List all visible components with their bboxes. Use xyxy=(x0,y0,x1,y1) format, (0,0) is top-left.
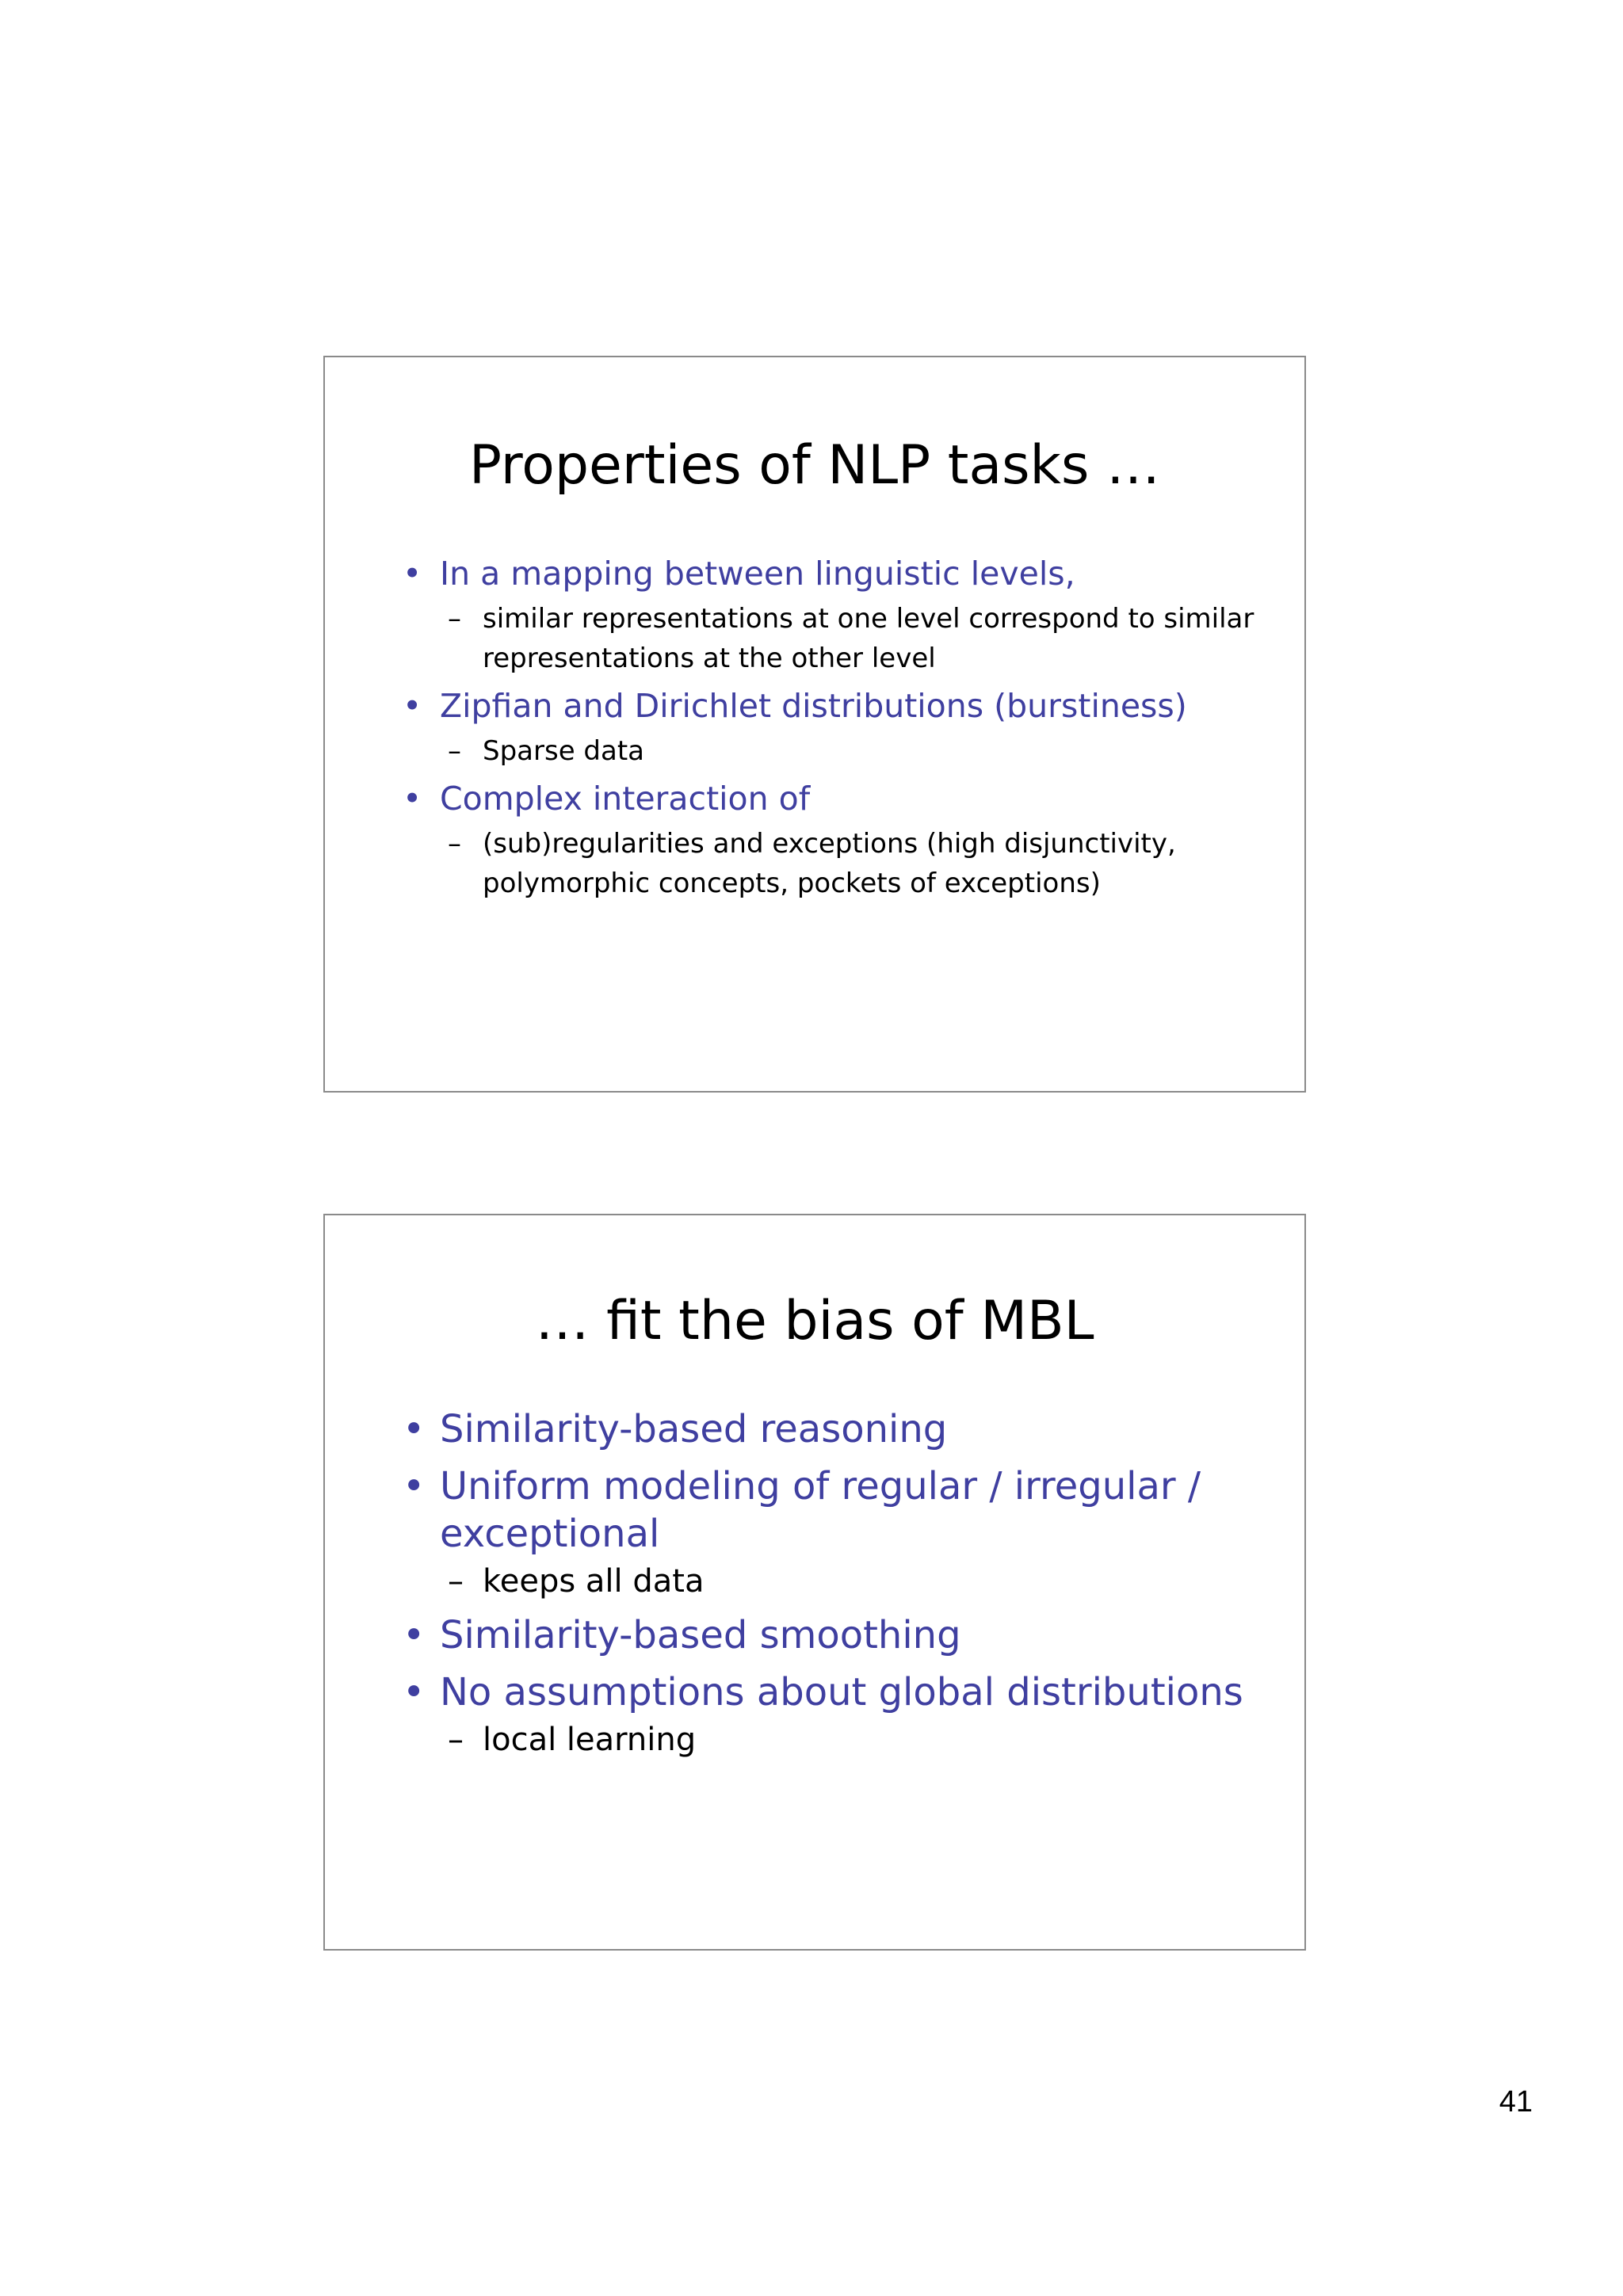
bullet-text: Uniform modeling of regular / irregular / exceptional xyxy=(440,1464,1201,1556)
bullet-dot-icon: • xyxy=(403,1613,426,1657)
page-number: 41 xyxy=(1499,2085,1533,2119)
bullet-item xyxy=(403,1405,1289,1453)
bullet-text: Complex interaction of xyxy=(440,780,811,818)
sub-item xyxy=(448,731,1289,771)
bullet-dot-icon: • xyxy=(403,1407,426,1451)
bullet-item xyxy=(403,551,1289,678)
bullet-dot-icon: • xyxy=(403,687,422,725)
sub-item xyxy=(448,599,1289,678)
bullet-dot-icon: • xyxy=(403,555,422,593)
bullet-dot-icon: • xyxy=(403,780,422,818)
bullet-text: No assumptions about global distributions xyxy=(440,1670,1243,1714)
sub-list xyxy=(448,1561,1289,1602)
sub-list xyxy=(448,731,1289,771)
sub-item-text: Sparse data xyxy=(483,735,644,767)
sub-item-text: keeps all data xyxy=(483,1563,705,1600)
dash-icon: – xyxy=(448,735,461,767)
sub-item xyxy=(448,1719,1289,1760)
bullet-dot-icon: • xyxy=(403,1670,426,1714)
bullet-item xyxy=(403,1463,1289,1602)
bullet-dot-icon: • xyxy=(403,1464,426,1508)
slide-title: Properties of NLP tasks … xyxy=(469,434,1160,497)
dash-icon: – xyxy=(448,1563,464,1600)
bullet-text: Zipfian and Dirichlet distributions (burstiness) xyxy=(440,687,1187,725)
slide-title: … fit the bias of MBL xyxy=(535,1290,1094,1352)
sub-list xyxy=(448,599,1289,678)
bullet-item xyxy=(403,684,1289,771)
sub-list xyxy=(448,1719,1289,1760)
bullet-list xyxy=(403,1405,1289,1770)
bullet-text: Similarity-based smoothing xyxy=(440,1613,961,1657)
sub-list xyxy=(448,824,1289,903)
dash-icon: – xyxy=(448,1722,464,1758)
slide-fit-the-bias-of-mbl xyxy=(323,1214,1306,1951)
sub-item-text: similar representations at one level correspond to similar representations at the other level xyxy=(483,603,1254,674)
bullet-item xyxy=(403,1611,1289,1659)
slide-properties-of-nlp-tasks xyxy=(323,356,1306,1093)
bullet-text: Similarity-based reasoning xyxy=(440,1407,948,1451)
sub-item-text: local learning xyxy=(483,1722,697,1758)
sub-item xyxy=(448,1561,1289,1602)
bullet-item xyxy=(403,1669,1289,1760)
dash-icon: – xyxy=(448,603,461,635)
bullet-text: In a mapping between linguistic levels, xyxy=(440,555,1075,593)
dash-icon: – xyxy=(448,828,461,860)
sub-item xyxy=(448,824,1289,903)
bullet-list xyxy=(403,551,1289,909)
bullet-item xyxy=(403,776,1289,903)
sub-item-text: (sub)regularities and exceptions (high disjunctivity, polymorphic concepts, pockets of exceptions) xyxy=(483,828,1176,899)
